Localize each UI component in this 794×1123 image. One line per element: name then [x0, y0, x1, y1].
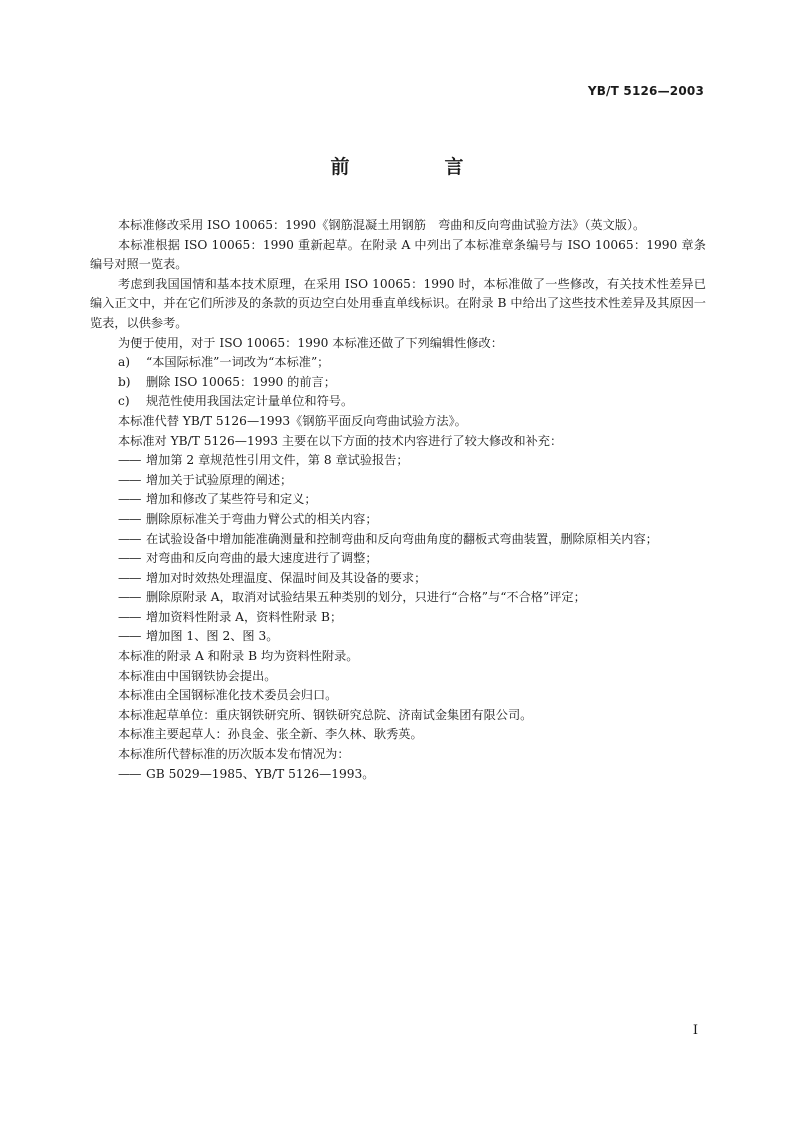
standard-code: YB/T 5126—2003	[587, 84, 704, 98]
paragraph: 考虑到我国国情和基本技术原理，在采用 ISO 10065：1990 时，本标准做了一些修改，有关技术性差异已编入正文中，并在它们所涉及的条款的页边空白处用垂直单线标识。在附录 B 中给出了这些技术性差异及其原因一览表，以供参考。	[90, 276, 706, 330]
dash-item	[90, 627, 706, 647]
paragraph: 本标准根据 ISO 10065：1990 重新起草。在附录 A 中列出了本标准章条编号与 ISO 10065：1990 章条编号对照一览表。	[90, 237, 706, 272]
dash-text: 增加关于试验原理的阐述；	[146, 472, 293, 487]
dash-item	[90, 608, 706, 628]
dash-text: 删除原标准关于弯曲力臂公式的相关内容；	[146, 511, 378, 526]
dash-marker: ——	[118, 629, 141, 644]
dash-marker: ——	[118, 570, 141, 585]
paragraph: 本标准对 YB/T 5126—1993 主要在以下方面的技术内容进行了较大修改和补充：	[118, 433, 563, 448]
list-marker: b)	[118, 374, 131, 389]
dash-marker: ——	[118, 472, 141, 487]
dash-item	[90, 530, 706, 550]
dash-marker: ——	[118, 492, 141, 507]
dash-item	[90, 765, 706, 785]
dash-text: 在试验设备中增加能准确测量和控制弯曲和反向弯曲角度的翻板式弯曲装置，删除原相关内容；	[146, 531, 658, 546]
page-number: I	[692, 1023, 698, 1038]
paragraph: 本标准主要起草人：孙良金、张全新、李久林、耿秀英。	[118, 727, 423, 742]
paragraph: 本标准所代替标准的历次版本发布情况为：	[118, 747, 350, 762]
dash-item	[90, 451, 706, 471]
dash-text: 增加对时效热处理温度、保温时间及其设备的要求；	[146, 570, 427, 585]
paragraph: 本标准代替 YB/T 5126—1993《钢筋平面反向弯曲试验方法》。	[118, 413, 467, 428]
list-item	[90, 392, 706, 412]
dash-text: 增加和修改了某些符号和定义；	[146, 492, 317, 507]
dash-marker: ——	[118, 590, 141, 605]
page-title: 前 言	[330, 156, 502, 178]
list-marker: c)	[118, 394, 130, 409]
paragraph: 本标准起草单位：重庆钢铁研究所、钢铁研究总院、济南试金集团有限公司。	[118, 707, 533, 722]
list-item	[90, 353, 706, 373]
dash-text: 删除原附录 A，取消对试验结果五种类别的划分，只进行“合格”与“不合格”评定；	[146, 590, 586, 605]
paragraph: 本标准的附录 A 和附录 B 均为资料性附录。	[118, 649, 359, 664]
dash-marker: ——	[118, 511, 141, 526]
paragraph: 本标准由全国钢标准化技术委员会归口。	[118, 688, 338, 703]
list-text: 规范性使用我国法定计量单位和符号。	[146, 394, 354, 409]
dash-item	[90, 588, 706, 608]
dash-text: GB 5029—1985、YB/T 5126—1993。	[146, 766, 375, 781]
list-text: 删除 ISO 10065：1990 的前言；	[146, 374, 336, 389]
dash-text: 增加图 1、图 2、图 3。	[146, 629, 279, 644]
dash-item	[90, 510, 706, 530]
list-text: “本国际标准”一词改为“本标准”；	[146, 355, 330, 370]
document-body	[90, 216, 706, 784]
dash-item	[90, 471, 706, 491]
dash-text: 增加第 2 章规范性引用文件，第 8 章试验报告；	[146, 453, 409, 468]
dash-marker: ——	[118, 609, 141, 624]
paragraph: 本标准修改采用 ISO 10065：1990《钢筋混凝土用钢筋 弯曲和反向弯曲试验方法》（英文版）。	[118, 218, 646, 232]
dash-marker: ——	[118, 453, 141, 468]
dash-item	[90, 569, 706, 589]
paragraph: 本标准由中国钢铁协会提出。	[118, 668, 277, 683]
dash-text: 对弯曲和反向弯曲的最大速度进行了调整；	[146, 551, 378, 566]
dash-marker: ——	[118, 531, 141, 546]
paragraph: 为便于使用，对于 ISO 10065：1990 本标准还做了下列编辑性修改：	[118, 335, 503, 350]
list-marker: a)	[118, 355, 131, 370]
dash-text: 增加资料性附录 A，资料性附录 B；	[146, 609, 343, 624]
dash-item	[90, 490, 706, 510]
dash-item	[90, 549, 706, 569]
dash-marker: ——	[118, 766, 141, 781]
list-item	[90, 373, 706, 393]
dash-marker: ——	[118, 551, 141, 566]
